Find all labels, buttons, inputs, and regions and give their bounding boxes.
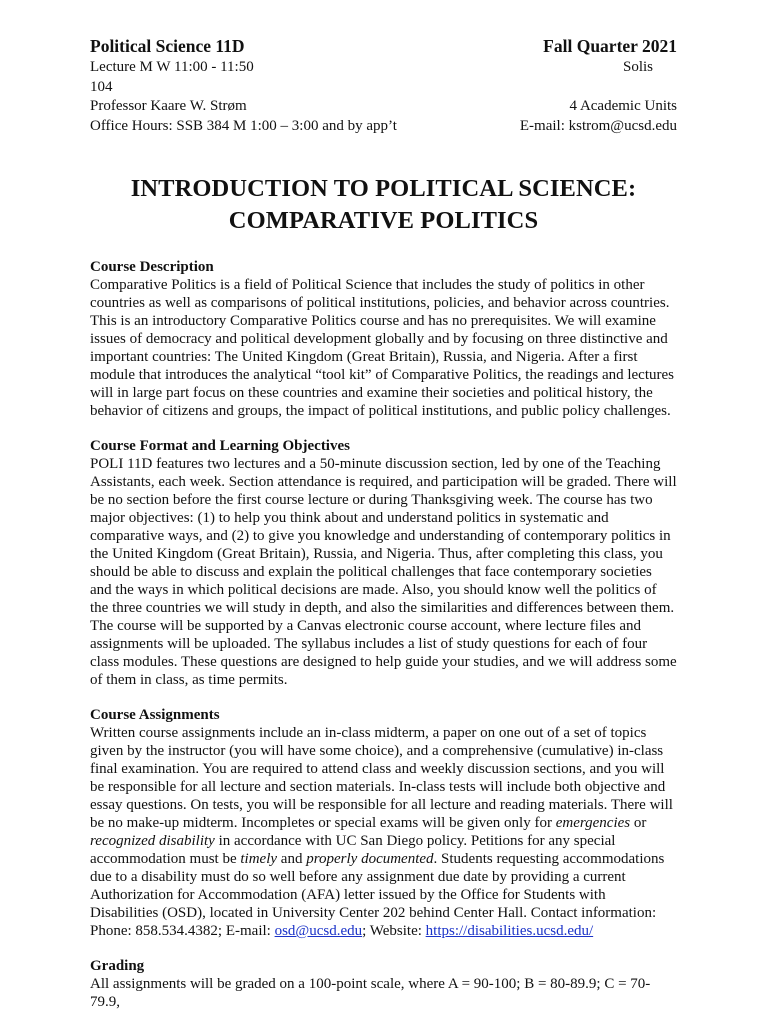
osd-website-link[interactable]: https://disabilities.ucsd.edu/: [425, 923, 594, 939]
course-format-text: POLI 11D features two lectures and a 50-minute discussion section, led by one of the Teaching Assistants, each week. Section attendance is required, and participation will be graded. There will be no section before the first course lecture or during Thanksgiving week. The course has two major objectives: (1) to help you think about and understand politics in systematic and comparative ways, and (2) to give you knowledge and understanding of contemporary politics in the United Kingdom (Great Britain), Russia, and Nigeria. Thus, after completing this class, you should be able to discuss and explain the political challenges that face contemporary societies and the ways in which political decisions are made. Also, you should know well the politics of the three countries we will study in depth, and also the similarities and differences between them. The course will be supported by a Canvas electronic course account, where lecture files and assignments will be uploaded. The syllabus includes a list of study questions for each of four class modules. These questions are designed to help guide your studies, and we will address some of them in class, as time permits.: [90, 456, 677, 688]
course-format-section: [90, 437, 677, 689]
emphasis-properly-documented: properly documented: [306, 851, 434, 867]
title-line-1: INTRODUCTION TO POLITICAL SCIENCE:: [130, 175, 637, 202]
assignments-text-part-2: or: [630, 815, 647, 831]
grading-heading: Grading: [90, 958, 145, 974]
emphasis-recognized-disability: recognized disability: [90, 833, 215, 849]
header-row-2: [90, 58, 677, 78]
lecture-time: Lecture M W 11:00 - 11:50: [90, 59, 254, 75]
professor-email: E-mail: kstrom@ucsd.edu: [519, 117, 677, 134]
course-description-section: [90, 258, 677, 420]
header-row-5: [90, 117, 677, 137]
office-hours: Office Hours: SSB 384 M 1:00 – 3:00 and by app’t: [90, 117, 397, 134]
course-name: Political Science 11D: [90, 36, 245, 56]
course-assignments-text: [90, 724, 677, 940]
course-description-text: Comparative Politics is a field of Political Science that includes the study of politics in other countries as well as comparisons of political institutions, policies, and behavior across countries. This is an introductory Comparative Politics course and has no prerequisites. We will examine issues of democracy and political development globally and by focusing on three distinctive and important countries: The United Kingdom (Great Britain), Russia, and Nigeria. After a first module that introduces the analytical “tool kit” of Comparative Politics, the readings and lectures will in large part focus on these countries and examine their societies and political history, the behavior of citizens and groups, the impact of political institutions, and public policy challenges.: [90, 277, 674, 419]
header-row-1: [90, 34, 677, 58]
grading-text: All assignments will be graded on a 100-point scale, where A = 90-100; B = 80-89.9; C = 70-79.9,: [90, 976, 651, 1010]
header-row-4: [90, 97, 677, 117]
course-assignments-section: [90, 706, 677, 940]
assignments-text-part-4: and: [277, 851, 307, 867]
academic-units: 4 Academic Units: [569, 98, 677, 114]
page-title: [90, 173, 677, 237]
course-format-heading: Course Format and Learning Objectives: [90, 438, 350, 454]
assignments-text-part-6: ; Website:: [362, 923, 426, 939]
lecture-location: Solis: [622, 59, 653, 75]
grading-section: [90, 957, 677, 1011]
emphasis-timely: timely: [240, 851, 278, 867]
title-line-2: COMPARATIVE POLITICS: [228, 207, 539, 234]
course-description-heading: Course Description: [90, 259, 214, 275]
lecture-room: 104: [90, 78, 113, 95]
assignments-text-part-1: Written course assignments include an in-class midterm, a paper on one out of a set of topics given by the instructor (you will have some choice), and a comprehensive (cumulative) in-class final examination. You are required to attend class and weekly discussion sections, and you will be responsible for all lecture and section materials. In-class tests will include both objective and essay questions. On tests, you will be responsible for all lecture and reading materials. There will be no make-up midterm. Incompletes or special exams will be given only for: [90, 725, 673, 831]
term: Fall Quarter 2021: [543, 36, 677, 56]
assignments-text-part-3: in accordance with UC San Diego policy. Petitions for any special accommodation must be: [90, 833, 616, 867]
header-row-3: [90, 78, 677, 98]
osd-email-link[interactable]: osd@ucsd.edu: [274, 923, 363, 939]
assignments-text-part-5: . Students requesting accommodations due to a disability must do so well before any assignment due date by providing a current Authorization for Accommodation (AFA) letter issued by the Office for Students with Disabilities (OSD), located in University Center 202 behind Center Hall. Contact information: Phone: 858.534.4382; E-mail:: [90, 851, 665, 939]
emphasis-emergencies: emergencies: [555, 815, 631, 831]
professor-name: Professor Kaare W. Strøm: [90, 98, 247, 114]
course-assignments-heading: Course Assignments: [90, 707, 220, 723]
